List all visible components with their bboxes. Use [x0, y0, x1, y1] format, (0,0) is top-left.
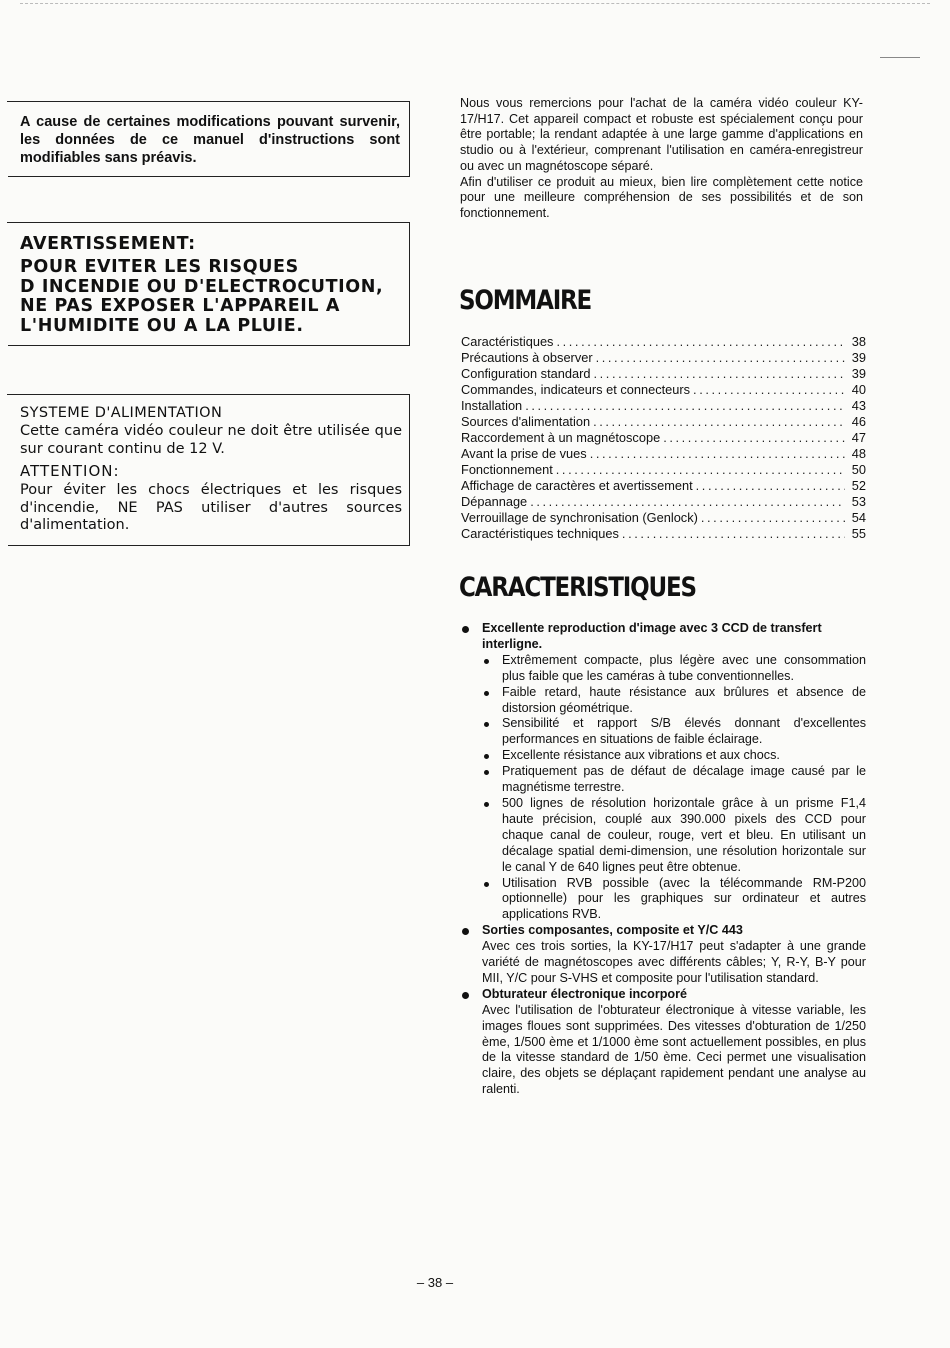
feature-item [460, 923, 866, 987]
toc-row[interactable] [461, 494, 866, 510]
toc-leader [525, 398, 845, 414]
attention-title: ATTENTION: [20, 462, 120, 480]
attention-text: Pour éviter les chocs électriques et les risques d'incendie, NE PAS utiliser d'autres sources d'alimentation. [20, 482, 402, 533]
toc-label: Dépannage [461, 494, 528, 509]
toc-row[interactable] [461, 526, 866, 542]
toc-page: 46 [851, 414, 866, 429]
scan-mark [880, 57, 920, 58]
notice-text: A cause de certaines modifications pouvant survenir, les données de ce manuel d'instructions sont modifiables sans préavis. [20, 114, 400, 166]
toc-row[interactable] [461, 446, 866, 462]
power-text: Cette caméra vidéo couleur ne doit être utilisée que sur courant continu de 12 V. [20, 423, 402, 457]
bullet-icon [462, 992, 469, 999]
bullet-icon [462, 626, 469, 633]
list-item-text: Sensibilité et rapport S/B élevés donnant d'excellentes performances en situations de faible éclairage. [502, 716, 866, 747]
list-item-text: Utilisation RVB possible (avec la télécommande RM-P200 optionnelle) pour les graphiques sur ordinateur et autres applications RVB. [502, 875, 866, 922]
toc-row[interactable] [461, 430, 866, 446]
bullet-icon [484, 722, 489, 727]
intro-paragraph: Nous vous remercions pour l'achat de la caméra vidéo couleur KY-17/H17. Cet appareil compact et robuste est spécialement conçu pour être portable; la rendant adaptée à une large gamme d'applications en studio ou à l'extérieur, comprenant l'utilisation en caméra-enregistreur ou avec un magnétoscope séparé. [460, 96, 863, 173]
toc-leader [696, 478, 845, 494]
page-number: – 38 – [416, 1275, 454, 1290]
toc-row[interactable] [461, 382, 866, 398]
toc-page: 43 [851, 398, 866, 413]
toc-page: 52 [851, 478, 866, 493]
bullet-icon [462, 928, 469, 935]
toc-leader [701, 510, 845, 526]
toc-page: 54 [851, 510, 866, 525]
toc-leader [593, 366, 845, 382]
list-item [482, 653, 866, 685]
toc-row[interactable] [461, 478, 866, 494]
toc-page: 47 [851, 430, 866, 445]
power-box [8, 394, 410, 546]
list-item [482, 748, 866, 764]
warning-body: POUR EVITER LES RISQUES D INCENDIE OU D'ELECTROCUTION, NE PAS EXPOSER L'APPAREIL A L'HUMIDITE OU A LA PLUIE. [20, 257, 384, 336]
toc-leader [596, 350, 845, 366]
notice-box [8, 101, 410, 177]
feature-body: Avec l'utilisation de l'obturateur électronique à vitesse variable, les images floues sont supprimées. Des vitesses d'obturation de 1/250 ème, 1/500 ème et 1/1000 ème sont actuellement possibles, en plus de la vitesse standard de 1/50 ème. Ceci permet une visualisation claire, des objets se déplaçant rapidement pendant une analyse au ralenti. [482, 1002, 866, 1097]
feature-heading: Obturateur électronique incorporé [482, 986, 688, 1001]
toc-leader [590, 446, 845, 462]
list-item [482, 716, 866, 748]
toc-row[interactable] [461, 462, 866, 478]
list-item-text: 500 lignes de résolution horizontale grâce à un prisme F1,4 haute précision, couplé aux 390.000 pixels des CCD pour chaque canal de couleur, rouge, vert et bleu. En utilisant un décalage spatial demi-dimension, une résolution horizontale sur le canal Y de 640 lignes peut être obtenue. [502, 795, 866, 874]
toc-page: 40 [851, 382, 866, 397]
toc-row[interactable] [461, 350, 866, 366]
power-title: SYSTEME D'ALIMENTATION [20, 405, 223, 421]
toc-label: Fonctionnement [461, 462, 553, 477]
toc-label: Commandes, indicateurs et connecteurs [461, 382, 691, 397]
feature-item [460, 987, 866, 1098]
intro-paragraph: Afin d'utiliser ce produit au mieux, bien lire complètement cette notice pour une meilleure compréhension de ses possibilités et de son fonctionnement. [460, 174, 863, 220]
bullet-icon [484, 691, 489, 696]
toc-leader [622, 526, 845, 542]
toc-label: Configuration standard [461, 366, 591, 381]
toc-row[interactable] [461, 510, 866, 526]
list-item-text: Excellente résistance aux vibrations et aux chocs. [502, 748, 780, 763]
toc-leader [556, 462, 845, 478]
toc-row[interactable] [461, 398, 866, 414]
toc-label: Caractéristiques techniques [461, 526, 619, 541]
bullet-icon [484, 882, 489, 887]
toc-label: Installation [461, 398, 523, 413]
toc-page: 53 [851, 494, 866, 509]
toc-leader [593, 414, 845, 430]
list-item-text: Faible retard, haute résistance aux brûlures et absence de distorsion géométrique. [502, 684, 866, 715]
intro-text [460, 96, 863, 222]
warning-box [8, 222, 410, 346]
toc-leader [663, 430, 845, 446]
toc-page: 38 [851, 334, 866, 349]
toc-page: 39 [851, 350, 866, 365]
list-item [482, 764, 866, 796]
toc-row[interactable] [461, 366, 866, 382]
toc-label: Affichage de caractères et avertissement [461, 478, 693, 493]
toc-label: Raccordement à un magnétoscope [461, 430, 661, 445]
features-list [460, 621, 866, 1098]
list-item [482, 685, 866, 717]
bullet-icon [484, 659, 489, 664]
caracteristiques-heading: CARACTERISTIQUES [459, 573, 696, 603]
feature-heading: Excellente reproduction d'image avec 3 CCD de transfert interligne. [482, 621, 822, 651]
bullet-icon [484, 802, 489, 807]
toc-page: 50 [851, 462, 866, 477]
toc-page: 48 [851, 446, 866, 461]
feature-item [460, 621, 866, 923]
toc-page: 55 [851, 526, 866, 541]
list-item-text: Extrêmement compacte, plus légère avec une consommation plus faible que les caméras à tube conventionnelles. [502, 652, 866, 683]
list-item-text: Pratiquement pas de défaut de décalage image causé par le magnétisme terrestre. [502, 764, 866, 795]
toc-leader [556, 334, 845, 350]
bullet-icon [484, 770, 489, 775]
list-item [482, 876, 866, 924]
toc-row[interactable] [461, 414, 866, 430]
feature-sublist [482, 653, 866, 923]
toc-label: Caractéristiques [461, 334, 554, 349]
toc-leader [530, 494, 845, 510]
sommaire-heading: SOMMAIRE [459, 286, 592, 316]
toc-label: Sources d'alimentation [461, 414, 591, 429]
toc-label: Verrouillage de synchronisation (Genlock) [461, 510, 698, 525]
toc-label: Précautions à observer [461, 350, 593, 365]
toc-leader [693, 382, 845, 398]
list-item [482, 796, 866, 876]
toc-row[interactable] [461, 334, 866, 350]
top-divider [20, 3, 930, 4]
warning-title: AVERTISSEMENT: [20, 234, 196, 254]
feature-heading: Sorties composantes, composite et Y/C 443 [482, 923, 743, 938]
feature-body: Avec ces trois sorties, la KY-17/H17 peut s'adapter à une grande variété de magnétoscopes avec différents câbles; Y, R-Y, B-Y pour MII, Y/C pour S-VHS et composite pour l'utilisation standard. [482, 939, 866, 985]
toc-page: 39 [851, 366, 866, 381]
toc-label: Avant la prise de vues [461, 446, 587, 461]
bullet-icon [484, 754, 489, 759]
table-of-contents [461, 334, 866, 542]
